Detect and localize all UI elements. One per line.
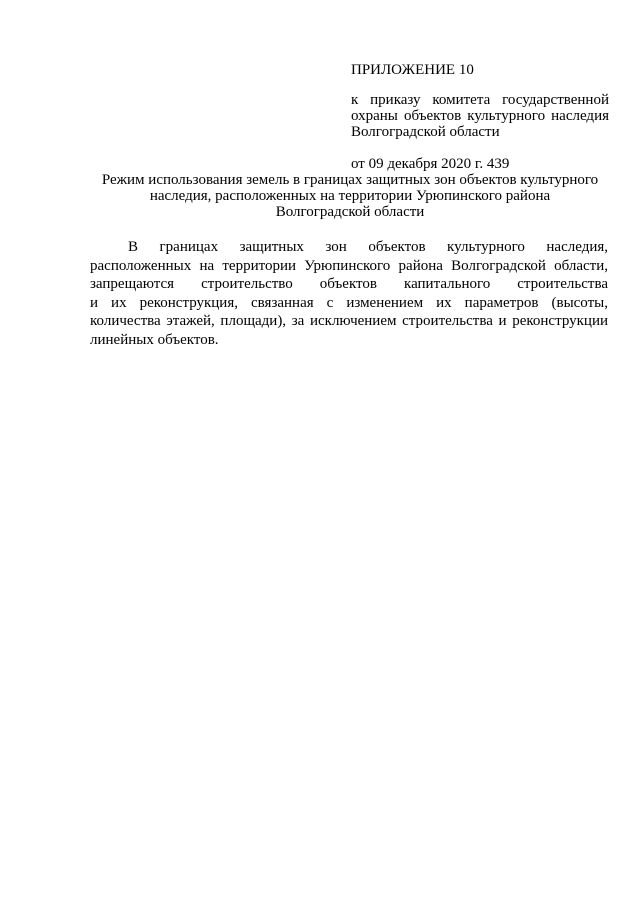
annex-title: ПРИЛОЖЕНИЕ 10 — [351, 62, 474, 78]
annex-reference-line: Волгоградской области — [351, 124, 500, 140]
annex-block — [351, 62, 609, 172]
body-line: запрещаются строительство объектов капитального строительства — [90, 276, 608, 292]
body-line: расположенных на территории Урюпинского района Волгоградской области, — [90, 257, 608, 274]
annex-reference-line: к приказу комитета государственной — [351, 92, 609, 108]
body-line: и их реконструкция, связанная с изменением их параметров (высоты, — [90, 294, 608, 311]
document-heading — [80, 172, 620, 220]
body-line: линейных объектов. — [90, 331, 219, 348]
body-line: В границах защитных зон объектов культурного наследия, — [128, 239, 608, 255]
annex-reference-line: охраны объектов культурного наследия — [351, 108, 609, 124]
heading-line: Режим использования земель в границах защитных зон объектов культурного — [101, 172, 599, 188]
annex-reference — [351, 92, 609, 140]
body-line: количества этажей, площади), за исключением строительства и реконструкции — [90, 313, 608, 329]
heading-line: Волгоградской области — [275, 204, 425, 220]
heading-line: наследия, расположенных на территории Урюпинского района — [149, 188, 551, 204]
annex-date: от 09 декабря 2020 г. 439 — [351, 156, 510, 172]
body-paragraph — [90, 238, 608, 349]
